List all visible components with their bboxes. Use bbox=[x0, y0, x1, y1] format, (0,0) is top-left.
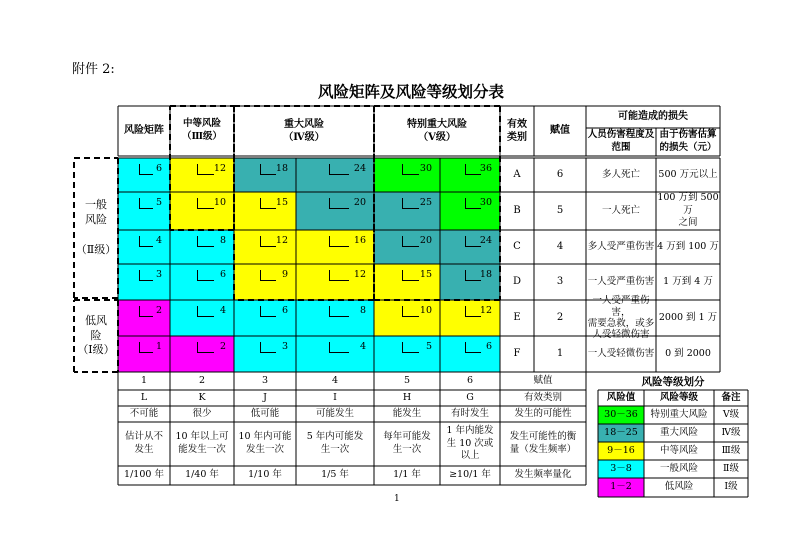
likelihood-cell: 每年可能发 生一次 bbox=[383, 431, 431, 455]
matrix-cell bbox=[296, 264, 374, 300]
likelihood-cell: 很少 bbox=[192, 407, 212, 419]
matrix-cell bbox=[118, 230, 170, 264]
likelihood-cell: 1/1 年 bbox=[393, 469, 421, 481]
likelihood-cell: 1/5 年 bbox=[321, 469, 349, 481]
legend-range: 30－36 bbox=[598, 406, 644, 424]
matrix-cell bbox=[374, 192, 440, 230]
matrix-cell bbox=[374, 336, 440, 372]
row-letter: E bbox=[513, 312, 521, 324]
matrix-cell bbox=[118, 192, 170, 230]
cell-corner-mark bbox=[139, 198, 153, 209]
legend-range: 9－16 bbox=[598, 442, 644, 460]
matrix-cell bbox=[170, 230, 234, 264]
matrix-cell-value: 3 bbox=[281, 341, 288, 352]
legend-level: 中等风险 bbox=[659, 444, 698, 456]
side-label-low-risk: 低风 险 （Ⅰ级） bbox=[77, 313, 115, 357]
likelihood-cell: L bbox=[140, 391, 148, 403]
row-letter: C bbox=[513, 241, 521, 253]
matrix-cell bbox=[296, 158, 374, 192]
cell-corner-mark bbox=[139, 164, 153, 175]
header-major-risk: 重大风险 （Ⅳ级） bbox=[283, 118, 325, 143]
cell-corner-mark bbox=[329, 342, 349, 353]
legend-level: 一般风险 bbox=[659, 462, 698, 474]
matrix-cell-value: 6 bbox=[155, 163, 162, 174]
likelihood-cell: 1/40 年 bbox=[185, 469, 219, 481]
cell-corner-mark bbox=[329, 198, 349, 209]
matrix-cell bbox=[234, 192, 296, 230]
matrix-cell-value: 12 bbox=[353, 269, 366, 280]
matrix-cell-value: 15 bbox=[419, 269, 432, 280]
likelihood-cell: 4 bbox=[331, 374, 339, 386]
row-loss: 500 万元以上 bbox=[658, 168, 718, 180]
likelihood-row-label: 发生的可能性 bbox=[514, 407, 572, 419]
matrix-cell-value: 2 bbox=[219, 341, 226, 352]
matrix-cell-value: 18 bbox=[275, 163, 288, 174]
header-medium-risk: 中等风险 （Ⅲ级） bbox=[181, 118, 223, 142]
likelihood-cell: K bbox=[198, 391, 206, 403]
header-effective-category: 有效 类别 bbox=[507, 118, 527, 143]
cell-corner-mark bbox=[139, 236, 153, 247]
matrix-cell-value: 6 bbox=[281, 305, 288, 316]
cell-corner-mark bbox=[197, 164, 214, 175]
matrix-cell-value: 24 bbox=[479, 235, 492, 246]
row-injury: 一人受轻微伤害 bbox=[587, 348, 655, 360]
cell-corner-mark bbox=[465, 198, 481, 209]
row-value: 2 bbox=[556, 312, 564, 324]
cell-corner-mark bbox=[197, 270, 214, 281]
likelihood-cell: 可能发生 bbox=[315, 407, 354, 419]
matrix-cell bbox=[440, 300, 500, 336]
legend-header: 备注 bbox=[721, 391, 741, 403]
page-number: 1 bbox=[394, 494, 400, 504]
header-possible-loss: 可能造成的损失 bbox=[618, 111, 688, 123]
likelihood-cell: H bbox=[402, 391, 412, 403]
matrix-cell-value: 10 bbox=[213, 197, 226, 208]
cell-corner-mark bbox=[260, 306, 276, 317]
cell-corner-mark bbox=[260, 236, 276, 247]
matrix-cell bbox=[170, 336, 234, 372]
likelihood-cell: 1/100 年 bbox=[124, 469, 164, 481]
row-value: 6 bbox=[556, 169, 564, 181]
likelihood-cell: I bbox=[333, 391, 337, 403]
row-letter: D bbox=[512, 276, 522, 288]
matrix-cell-value: 24 bbox=[353, 163, 366, 174]
legend-note: Ⅱ级 bbox=[723, 462, 739, 474]
legend-range: 1－2 bbox=[598, 478, 644, 497]
matrix-cell-value: 12 bbox=[479, 305, 492, 316]
cell-corner-mark bbox=[402, 270, 419, 281]
cell-corner-mark bbox=[197, 342, 214, 353]
matrix-cell bbox=[374, 264, 440, 300]
legend-range: 3－8 bbox=[598, 460, 644, 478]
legend-note: Ⅰ级 bbox=[724, 481, 738, 493]
matrix-cell-value: 20 bbox=[353, 197, 366, 208]
likelihood-row-label: 赋值 bbox=[533, 374, 553, 386]
row-loss: 1 万到 4 万 bbox=[663, 275, 713, 287]
matrix-cell-value: 18 bbox=[479, 269, 492, 280]
matrix-cell-value: 6 bbox=[219, 269, 226, 280]
cell-corner-mark bbox=[402, 306, 419, 317]
matrix-cell bbox=[440, 264, 500, 300]
row-loss: 0 到 2000 bbox=[665, 347, 711, 359]
cell-corner-mark bbox=[329, 236, 349, 247]
cell-corner-mark bbox=[139, 306, 153, 317]
matrix-cell bbox=[440, 230, 500, 264]
header-assign-value: 赋值 bbox=[550, 125, 570, 137]
row-letter: A bbox=[513, 169, 521, 181]
likelihood-row-label: 发生可能性的衡 量（发生频率） bbox=[509, 431, 577, 455]
matrix-cell bbox=[118, 336, 170, 372]
cell-corner-mark bbox=[139, 342, 153, 353]
matrix-cell bbox=[234, 300, 296, 336]
cell-corner-mark bbox=[465, 342, 481, 353]
matrix-cell-value: 6 bbox=[485, 341, 492, 352]
row-loss: 100 万到 500 万 之间 bbox=[657, 191, 719, 229]
matrix-cell-value: 9 bbox=[281, 269, 288, 280]
cell-corner-mark bbox=[465, 236, 481, 247]
likelihood-cell: 10 年以上可 能发生一次 bbox=[175, 431, 229, 455]
cell-corner-mark bbox=[197, 236, 214, 247]
row-injury: 一人受严重伤害 bbox=[587, 276, 655, 288]
likelihood-cell: 不可能 bbox=[129, 407, 159, 419]
page-title: 风险矩阵及风险等级划分表 bbox=[318, 82, 505, 101]
matrix-cell-value: 12 bbox=[213, 163, 226, 174]
legend-header: 风险值 bbox=[606, 391, 636, 403]
cell-corner-mark bbox=[465, 306, 481, 317]
cell-corner-mark bbox=[260, 342, 276, 353]
matrix-cell-value: 4 bbox=[219, 305, 226, 316]
likelihood-cell: J bbox=[263, 391, 267, 403]
matrix-cell bbox=[170, 158, 234, 192]
legend-title: 风险等级划分 bbox=[641, 375, 705, 388]
matrix-cell-value: 36 bbox=[479, 163, 492, 174]
cell-corner-mark bbox=[465, 164, 481, 175]
matrix-cell-value: 5 bbox=[425, 341, 432, 352]
cell-corner-mark bbox=[260, 164, 276, 175]
matrix-cell bbox=[234, 264, 296, 300]
likelihood-cell: 3 bbox=[261, 374, 269, 386]
matrix-cell-value: 3 bbox=[155, 269, 162, 280]
row-value: 5 bbox=[556, 205, 564, 217]
matrix-cell-value: 30 bbox=[479, 197, 492, 208]
matrix-cell bbox=[296, 192, 374, 230]
likelihood-cell: 1/10 年 bbox=[248, 469, 282, 481]
legend-header: 风险等级 bbox=[659, 391, 698, 403]
matrix-cell bbox=[440, 192, 500, 230]
likelihood-cell: 1 bbox=[140, 374, 148, 386]
cell-corner-mark bbox=[465, 270, 481, 281]
cell-corner-mark bbox=[402, 198, 419, 209]
matrix-cell-value: 20 bbox=[419, 235, 432, 246]
matrix-cell-value: 16 bbox=[353, 235, 366, 246]
matrix-cell bbox=[440, 336, 500, 372]
likelihood-cell: 1 年内能发 生 10 次或 以上 bbox=[446, 424, 494, 462]
cell-corner-mark bbox=[260, 198, 276, 209]
matrix-cell-value: 30 bbox=[419, 163, 432, 174]
row-loss: 4 万到 100 万 bbox=[657, 240, 719, 252]
cell-corner-mark bbox=[197, 306, 214, 317]
matrix-cell bbox=[170, 264, 234, 300]
header-severe-risk: 特别重大风险 （Ⅴ级） bbox=[407, 118, 467, 143]
row-injury: 一人死亡 bbox=[601, 205, 640, 217]
likelihood-row-label: 发生频率量化 bbox=[514, 469, 572, 481]
matrix-cell bbox=[118, 264, 170, 300]
likelihood-cell: 5 年内可能发 生一次 bbox=[306, 431, 364, 455]
matrix-cell bbox=[118, 158, 170, 192]
legend-level: 低风险 bbox=[664, 481, 694, 493]
likelihood-cell: ≥10/1 年 bbox=[449, 469, 491, 481]
likelihood-cell: 5 bbox=[403, 374, 411, 386]
row-letter: F bbox=[513, 348, 521, 360]
likelihood-row-label: 有效类别 bbox=[523, 391, 562, 403]
row-value: 4 bbox=[556, 241, 564, 253]
matrix-cell bbox=[170, 192, 234, 230]
matrix-cell-value: 4 bbox=[155, 235, 162, 246]
matrix-cell bbox=[440, 158, 500, 192]
cell-corner-mark bbox=[329, 306, 349, 317]
cell-corner-mark bbox=[402, 236, 419, 247]
likelihood-cell: 低可能 bbox=[250, 407, 280, 419]
cell-corner-mark bbox=[139, 270, 153, 281]
attachment-label: 附件 2: bbox=[72, 62, 115, 77]
header-personal-injury: 人员伤害程度及 范围 bbox=[587, 129, 655, 153]
matrix-cell-value: 25 bbox=[419, 197, 432, 208]
header-loss-estimate: 由于伤害估算 的损失（元） bbox=[659, 129, 717, 153]
matrix-cell-value: 5 bbox=[155, 197, 162, 208]
legend-level: 特别重大风险 bbox=[650, 408, 708, 420]
cell-corner-mark bbox=[197, 198, 214, 209]
matrix-cell-value: 12 bbox=[275, 235, 288, 246]
matrix-cell-value: 8 bbox=[219, 235, 226, 246]
likelihood-cell: 有时发生 bbox=[450, 407, 489, 419]
matrix-cell-value: 1 bbox=[155, 341, 162, 352]
cell-corner-mark bbox=[402, 342, 419, 353]
matrix-cell bbox=[374, 300, 440, 336]
likelihood-cell: 10 年内可能 发生一次 bbox=[238, 431, 292, 455]
cell-corner-mark bbox=[329, 270, 349, 281]
likelihood-cell: 6 bbox=[466, 374, 474, 386]
matrix-cell bbox=[374, 230, 440, 264]
cell-corner-mark bbox=[402, 164, 419, 175]
legend-level: 重大风险 bbox=[659, 426, 698, 438]
matrix-cell-value: 4 bbox=[359, 341, 366, 352]
matrix-cell bbox=[234, 230, 296, 264]
side-label-general-risk: 一般 风险 （Ⅱ级） bbox=[75, 198, 117, 256]
row-value: 1 bbox=[556, 348, 564, 360]
cell-corner-mark bbox=[260, 270, 276, 281]
legend-note: Ⅳ级 bbox=[721, 426, 741, 438]
row-loss: 2000 到 1 万 bbox=[658, 311, 718, 323]
matrix-cell bbox=[234, 336, 296, 372]
legend-range: 18－25 bbox=[598, 424, 644, 442]
row-injury: 一人受严重伤害， 需要急救，或多 人受轻微伤害 bbox=[587, 295, 655, 341]
matrix-cell bbox=[296, 230, 374, 264]
matrix-cell bbox=[234, 158, 296, 192]
matrix-cell bbox=[374, 158, 440, 192]
row-letter: B bbox=[513, 205, 521, 217]
row-value: 3 bbox=[556, 276, 564, 288]
likelihood-cell: G bbox=[466, 391, 474, 403]
header-matrix: 风险矩阵 bbox=[124, 125, 164, 137]
matrix-cell-value: 2 bbox=[155, 305, 162, 316]
matrix-cell-value: 10 bbox=[419, 305, 432, 316]
row-injury: 多人受严重伤害 bbox=[587, 241, 655, 253]
matrix-cell bbox=[170, 300, 234, 336]
legend-note: Ⅲ级 bbox=[721, 444, 741, 456]
likelihood-cell: 能发生 bbox=[392, 407, 422, 419]
likelihood-cell: 估计从不 发生 bbox=[124, 431, 163, 455]
row-injury: 多人死亡 bbox=[601, 169, 640, 181]
matrix-cell-value: 8 bbox=[359, 305, 366, 316]
matrix-cell bbox=[296, 336, 374, 372]
matrix-cell bbox=[296, 300, 374, 336]
matrix-cell bbox=[118, 300, 170, 336]
matrix-cell-value: 15 bbox=[275, 197, 288, 208]
legend-note: Ⅴ级 bbox=[722, 408, 740, 420]
likelihood-cell: 2 bbox=[198, 374, 206, 386]
cell-corner-mark bbox=[329, 164, 349, 175]
